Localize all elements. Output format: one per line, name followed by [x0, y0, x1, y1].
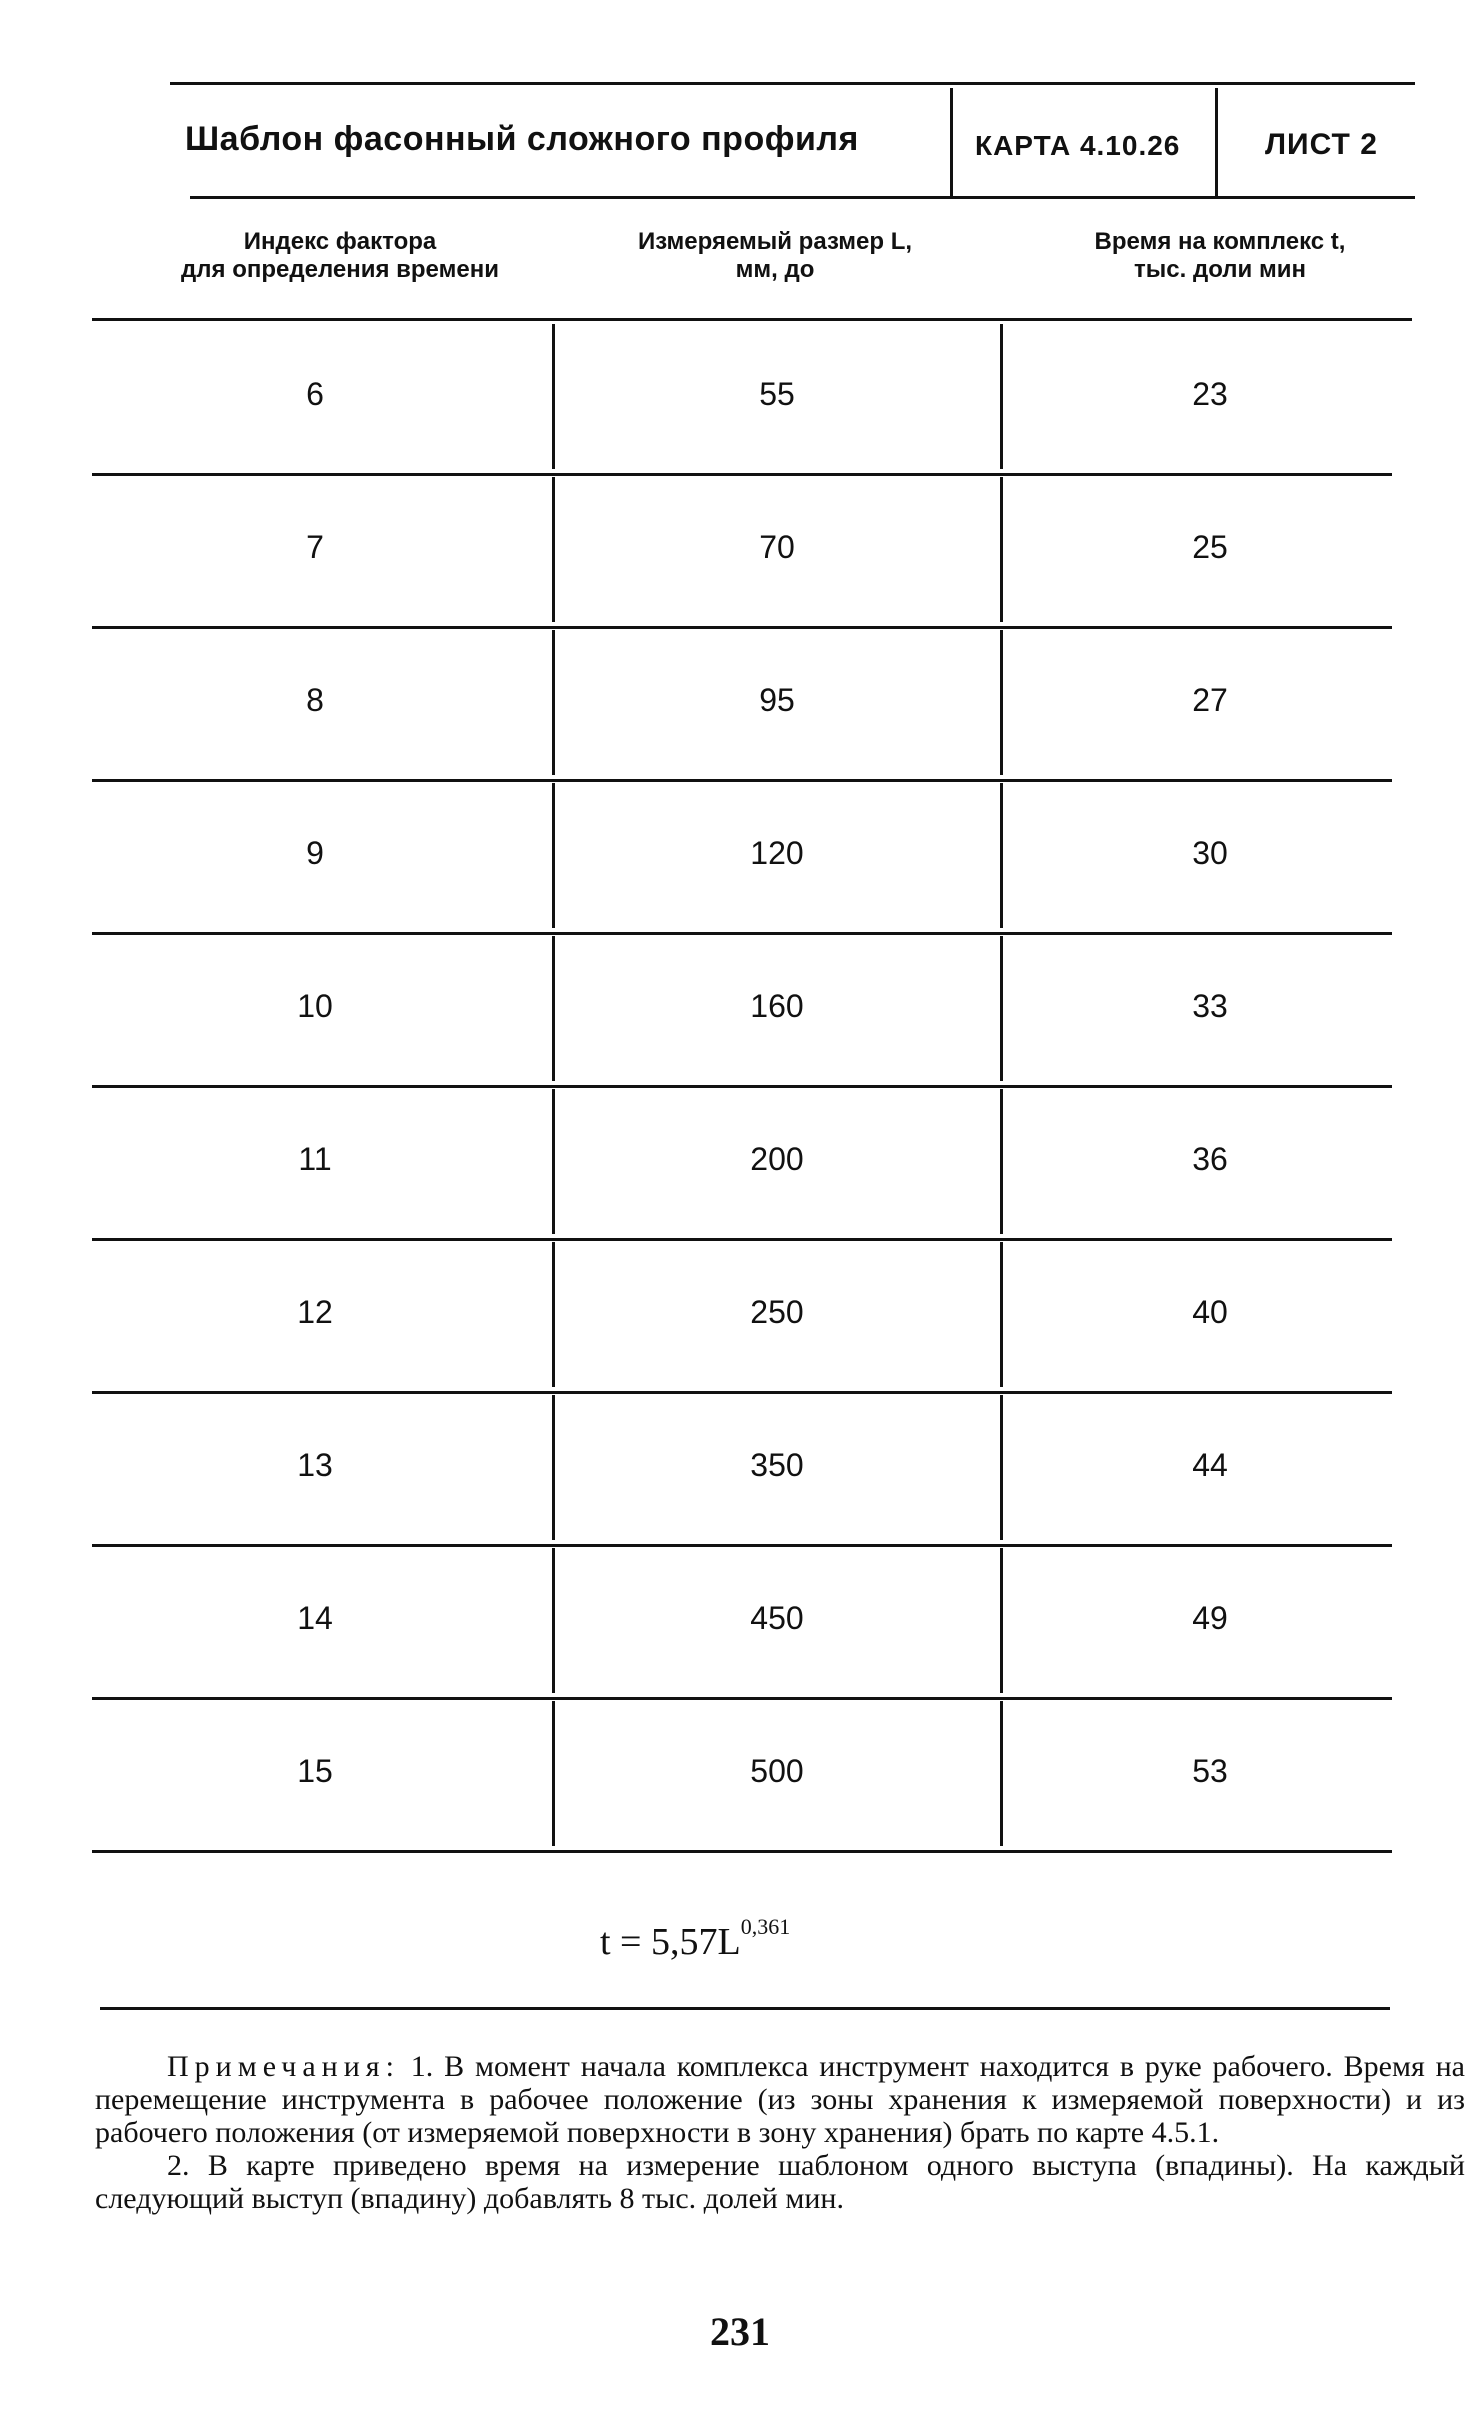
column-divider	[1000, 324, 1003, 469]
note-2	[95, 2149, 1465, 2215]
column-divider	[1000, 1701, 1003, 1846]
notes	[95, 2050, 1465, 2215]
notes-label: Примечания:	[167, 2050, 400, 2083]
column-divider	[552, 1242, 555, 1387]
table-cell: 14	[297, 1600, 333, 1636]
header-divider	[950, 88, 953, 196]
column-divider	[1000, 1242, 1003, 1387]
column-divider	[1000, 477, 1003, 622]
table-cell: 53	[1192, 1753, 1228, 1789]
row-rule	[92, 1544, 1392, 1547]
table-cell: 95	[759, 682, 795, 718]
row-rule	[92, 1238, 1392, 1241]
table-cell: 27	[1192, 682, 1228, 718]
table-cell: 13	[297, 1447, 333, 1483]
table-cell: 36	[1192, 1141, 1228, 1177]
table-head-rule	[92, 318, 1412, 321]
table-cell: 160	[750, 988, 804, 1024]
header-bottom-rule	[190, 196, 1415, 199]
table-cell: 120	[750, 835, 804, 871]
table-cell: 49	[1192, 1600, 1228, 1636]
column-divider	[552, 1089, 555, 1234]
column-divider	[1000, 1395, 1003, 1540]
column-divider	[552, 324, 555, 469]
row-rule	[92, 1850, 1392, 1853]
table-cell: 350	[750, 1447, 804, 1483]
sheet-number: ЛИСТ 2	[1265, 128, 1378, 161]
column-divider	[1000, 630, 1003, 775]
card-number: КАРТА 4.10.26	[975, 130, 1181, 161]
page-number: 231	[710, 2309, 770, 2354]
table-cell: 70	[759, 529, 795, 565]
card-title: Шаблон фасонный сложного профиля	[185, 120, 859, 158]
table-cell: 15	[297, 1753, 333, 1789]
table-cell: 40	[1192, 1294, 1228, 1330]
table-cell: 500	[750, 1753, 804, 1789]
table-cell: 11	[298, 1141, 332, 1177]
formula-rule	[100, 2007, 1390, 2010]
table-cell: 8	[306, 682, 324, 718]
column-divider	[552, 1548, 555, 1693]
column-header: Измеряемый размер L, мм, до	[637, 228, 913, 283]
row-rule	[92, 473, 1392, 476]
table-cell: 7	[306, 529, 324, 565]
note-2-text: 2. В карте приведено время на измерение шаблоном одного выступа (впадины). На каждый следующий выступ (впадину) добавлять 8 тыс. долей мин.	[95, 2149, 1465, 2215]
column-divider	[1000, 1548, 1003, 1693]
column-divider	[552, 1701, 555, 1846]
header-top-rule	[170, 82, 1415, 85]
table-cell: 12	[297, 1294, 333, 1330]
row-rule	[92, 779, 1392, 782]
table-cell: 10	[297, 988, 333, 1024]
column-header: Время на комплекс t, тыс. доли мин	[1094, 228, 1346, 283]
table-cell: 25	[1192, 529, 1228, 565]
note-1-text: 1. В момент начала комплекса инструмент находится в руке рабочего. Время на перемещение инструмента в рабочее положение (из зоны хранения к измеряемой поверхности) и из рабочего положения (от измеряемой поверхности в зону хранения) брать по карте 4.5.1.	[95, 2050, 1465, 2149]
table-cell: 23	[1192, 376, 1228, 412]
column-divider	[1000, 936, 1003, 1081]
table-cell: 6	[306, 376, 324, 412]
row-rule	[92, 1085, 1392, 1088]
table-cell: 200	[750, 1141, 804, 1177]
formula-exponent: 0,361	[740, 1914, 791, 1940]
row-rule	[92, 1697, 1392, 1700]
table-cell: 30	[1192, 835, 1228, 871]
column-divider	[1000, 783, 1003, 928]
row-rule	[92, 626, 1392, 629]
column-header: Индекс фактора для определения времени	[181, 228, 499, 283]
column-divider	[552, 783, 555, 928]
column-divider	[552, 477, 555, 622]
formula-base: t = 5,57L	[600, 1921, 741, 1963]
table-cell: 33	[1192, 988, 1228, 1024]
header-divider	[1215, 88, 1218, 196]
row-rule	[92, 1391, 1392, 1394]
table-cell: 450	[750, 1600, 804, 1636]
table-cell: 55	[759, 376, 795, 412]
column-divider	[552, 630, 555, 775]
table-cell: 250	[750, 1294, 804, 1330]
column-divider	[552, 1395, 555, 1540]
row-rule	[92, 932, 1392, 935]
column-divider	[552, 936, 555, 1081]
note-1	[95, 2050, 1465, 2149]
table-cell: 44	[1192, 1447, 1228, 1483]
table-cell: 9	[306, 835, 324, 871]
column-divider	[1000, 1089, 1003, 1234]
formula	[600, 1914, 920, 1964]
